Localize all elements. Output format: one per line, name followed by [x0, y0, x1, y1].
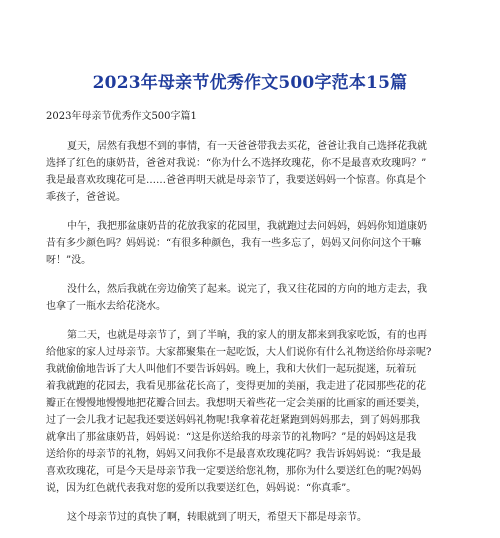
- paragraph-line: 说，因为红色就代表我对您的爱所以我要送红色，妈妈说：“你真乖”。: [46, 483, 357, 494]
- paragraph-line: 中午，我把那盆康奶昔的花放我家的花园里，我就跑过去问妈妈，妈妈你知道康奶: [67, 221, 427, 232]
- paragraph-line: 昔有多少颜色吗？妈妈说：“有很多种颜色，我有一些多忘了，妈妈又问你问这个干嘛: [46, 238, 422, 249]
- paragraph-line: 乖孩子，爸爸说。: [46, 192, 126, 203]
- paragraph-3: [46, 281, 458, 315]
- paragraph-line: 喜欢玫瑰花，可是今天是母亲节我一定要送给您礼物，那你为什么要送红色的呢?妈妈: [46, 466, 422, 477]
- paragraph-line: 就拿出了那盆康奶昔，妈妈说：“这是你送给我的母亲节的礼物吗？”是的妈妈这是我: [46, 432, 417, 443]
- paragraph-line: 第二天，也就是母亲节了，到了半晌，我的家人的朋友都来到我家吃饭，有的也再: [67, 330, 427, 341]
- paragraph-line: 我就偷偷地告诉了大人叫他们不要告诉妈妈。晚上，我和大伙们一起玩捉迷，玩着玩: [46, 364, 416, 375]
- paragraph-line: 送给你的母亲节的礼物，妈妈又问我你不是最喜欢玫瑰花吗？我告诉妈妈说：“我是最: [46, 449, 422, 460]
- paragraph-line: 瓣正在慢慢地慢慢地把花瓣合回去。我想明天着些花一定会美丽的比画家的画还要美，: [46, 398, 426, 409]
- paragraph-line: 这个母亲节过的真快了啊，转眼就到了明天，希望天下都是母亲节。: [67, 512, 367, 523]
- paragraph-line: 过了一会儿我才记起我还要送妈妈礼物呢!我拿着花赶紧跑到妈妈那去，到了妈妈那我: [46, 415, 421, 426]
- section-subtitle: 2023年母亲节优秀作文500字篇1: [46, 111, 197, 122]
- paragraph-line: 没什么，然后我就在旁边偷笑了起来。说完了，我又往花园的方向的地方走去，我: [67, 284, 427, 295]
- paragraph-4: [46, 327, 458, 497]
- paragraph-5: [46, 509, 458, 526]
- paragraph-line: 给他家的家人过母亲节。大家都聚集在一起吃饭，大人们说你有什么礼物送给你母亲呢?: [46, 347, 432, 358]
- paragraph-line: 我是最喜欢玫瑰花可是……爸爸再明天就是母亲节了，我要送妈妈一个惊喜。你真是个: [46, 175, 426, 186]
- paragraph-2: [46, 218, 458, 269]
- document-body: [46, 108, 458, 538]
- paragraph-line: 呀！”没。: [46, 255, 92, 266]
- paragraph-line: 夏天，居然有我想不到的事情，有一天爸爸带我去买花，爸爸让我自己选择花我就: [67, 141, 427, 152]
- paragraph-line: 也拿了一瓶水去给花浇水。: [46, 301, 166, 312]
- paragraph-line: 选择了红色的康奶昔，爸爸对我说：“你为什么不选择玫瑰花，你不是最喜欢玫瑰吗？”: [46, 158, 427, 169]
- paragraph-1: [46, 138, 458, 206]
- paragraph-line: 着我就跑的花园去，我看见那盆花长高了，变得更加的美丽，我走进了花园那些花的花: [46, 381, 426, 392]
- document-title: 2023年母亲节优秀作文500字范本15篇: [92, 73, 408, 93]
